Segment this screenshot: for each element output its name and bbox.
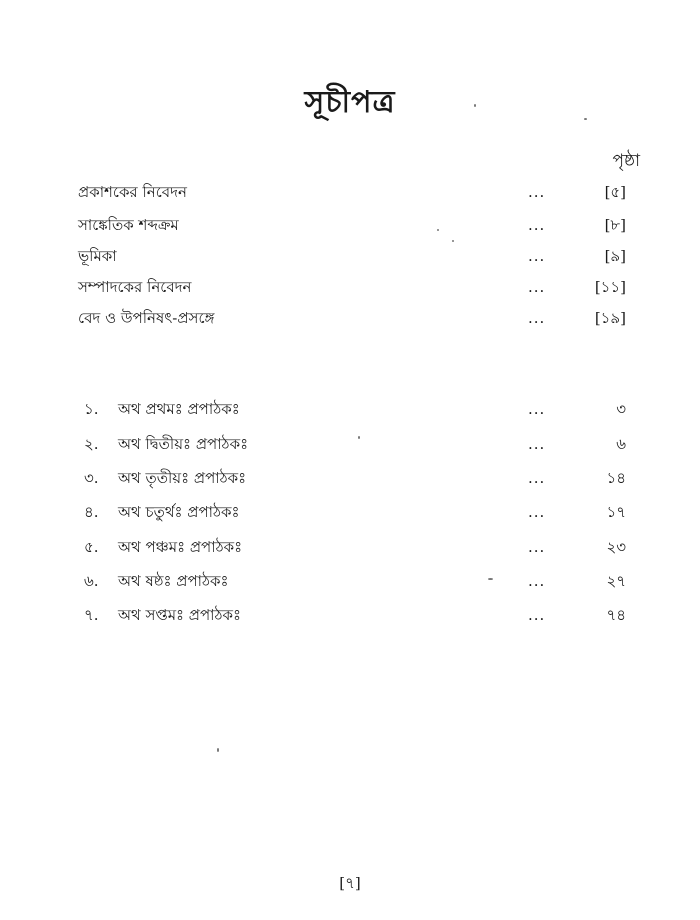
toc-leader-dots: ... (528, 503, 546, 521)
toc-leader-dots: ... (528, 278, 546, 296)
toc-entry-label: বেদ ও উপনিষৎ-প্রসঙ্গে (78, 309, 215, 327)
chapter-number: ৭. (84, 606, 99, 624)
toc-page-number: ২৩ (606, 538, 626, 556)
chapter-label: অথ তৃতীয়ঃ প্রপাঠকঃ (118, 469, 247, 487)
toc-page-number: [১১] (594, 278, 626, 296)
toc-page-number: [৫] (604, 183, 626, 201)
toc-entry (0, 304, 700, 332)
chapter-number: ১. (84, 400, 99, 418)
toc-page-number: ৬ (616, 435, 626, 453)
chapter-number: ৫. (84, 538, 99, 556)
toc-page-number: ২৭ (606, 572, 626, 590)
toc-page-number: ৭৪ (606, 606, 626, 624)
chapter-label: অথ সপ্তমঃ প্রপাঠকঃ (118, 606, 242, 624)
toc-chapter-entry (0, 395, 700, 423)
chapter-label: অথ পঞ্চমঃ প্রপাঠকঃ (118, 538, 243, 556)
scan-speck (358, 436, 360, 439)
toc-entry (0, 211, 700, 239)
toc-entry-label: সাঙ্কেতিক শব্দক্রম (78, 216, 179, 234)
toc-chapter-entry (0, 498, 700, 526)
chapter-number: ৬. (84, 572, 99, 590)
toc-page-number: [৯] (604, 247, 626, 265)
page-column-header: পৃষ্ঠা (612, 151, 640, 171)
toc-entry (0, 273, 700, 301)
chapter-number: ৪. (84, 503, 99, 521)
scan-speck (437, 229, 439, 231)
scan-speck (452, 240, 454, 242)
toc-page-number: [১৯] (594, 309, 626, 327)
toc-leader-dots: ... (528, 538, 546, 556)
toc-leader-dots: ... (528, 309, 546, 327)
scan-speck (584, 118, 587, 120)
toc-chapter-entry (0, 464, 700, 492)
toc-leader-dots: ... (528, 400, 546, 418)
toc-chapter-entry (0, 567, 700, 595)
toc-page-number: ১৭ (606, 503, 626, 521)
page-title: সূচীপত্র (304, 85, 396, 120)
toc-leader-dots: ... (528, 606, 546, 624)
chapter-number: ২. (84, 435, 99, 453)
toc-chapter-entry (0, 430, 700, 458)
toc-leader-dots: ... (528, 572, 546, 590)
toc-page-number: ১৪ (606, 469, 626, 487)
chapter-label: অথ চতুর্থঃ প্রপাঠকঃ (118, 503, 240, 521)
chapter-number: ৩. (84, 469, 99, 487)
page-footer-number: [৭] (339, 874, 361, 892)
toc-leader-dots: ... (528, 435, 546, 453)
toc-leader-dots: ... (528, 183, 546, 201)
toc-entry-label: প্রকাশকের নিবেদন (78, 183, 187, 201)
toc-page-number: [৮] (604, 216, 626, 234)
scan-speck (217, 748, 219, 752)
chapter-label: অথ প্রথমঃ প্রপাঠকঃ (118, 400, 240, 418)
toc-entry-label: ভূমিকা (78, 247, 117, 265)
toc-leader-dots: ... (528, 469, 546, 487)
toc-chapter-entry (0, 533, 700, 561)
toc-entry-label: সম্পাদকের নিবেদন (78, 278, 192, 296)
chapter-label: অথ ষষ্ঠঃ প্রপাঠকঃ (118, 572, 229, 590)
scan-speck (488, 578, 493, 580)
toc-entry (0, 242, 700, 270)
toc-entry (0, 178, 700, 206)
toc-page-number: ৩ (616, 400, 626, 418)
toc-leader-dots: ... (528, 247, 546, 265)
scan-speck (474, 104, 476, 107)
toc-chapter-entry (0, 601, 700, 629)
chapter-label: অথ দ্বিতীয়ঃ প্রপাঠকঃ (118, 435, 249, 453)
toc-leader-dots: ... (528, 216, 546, 234)
